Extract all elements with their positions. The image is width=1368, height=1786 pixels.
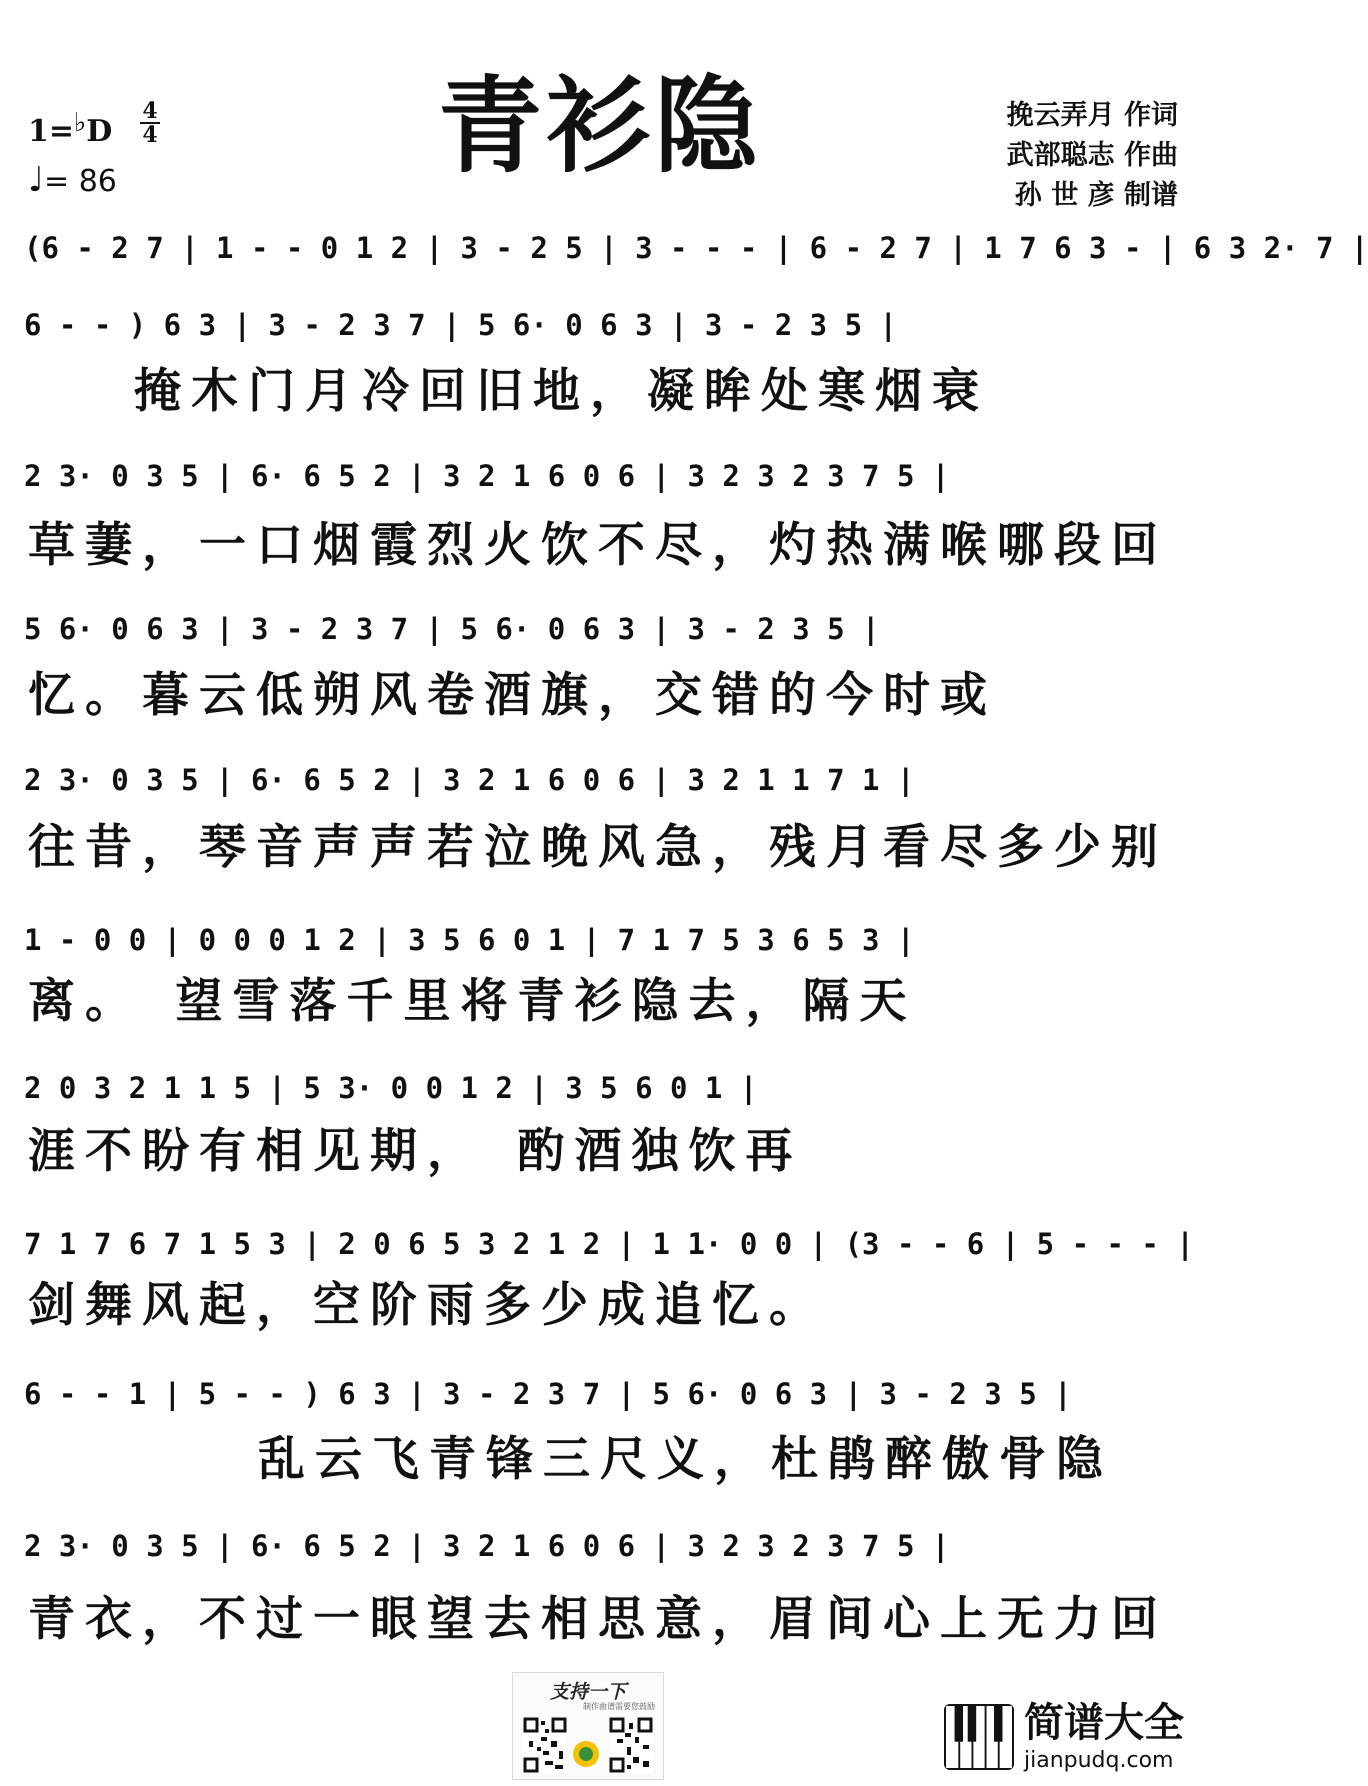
support-subtitle: 制作曲谱需要您鼓励 [583,1702,655,1711]
key-letter: D [86,114,113,149]
site-logo[interactable] [944,1700,1184,1780]
credit-transcriber: 孙 世 彦 制谱 [1014,180,1178,211]
time-signature [138,100,162,146]
notation-line-8: 7 1 7 6 7 1 5 3 | 2 0 6 5 3 2 1 2 | 1 1· 0 0 | (3 - - 6 | 5 - - - | [24,1227,1194,1261]
lyric-line-7: 涯不盼有相见期， 酌酒独饮再 [28,1124,803,1179]
lyric-line-4: 忆。暮云低朔风卷酒旗，交错的今时或 [28,668,997,723]
lyric-line-9: 乱云飞青锋三尺义，杜鹃醉傲骨隐 [258,1432,1113,1487]
support-qr-box[interactable] [512,1672,664,1780]
notation-line-9: 6 - - 1 | 5 - - ) 6 3 | 3 - 2 3 7 | 5 6· 0 6 3 | 3 - 2 3 5 | [24,1377,1072,1411]
lyric-line-8: 剑舞风起，空阶雨多少成追忆。 [28,1278,826,1333]
support-title: 支持一下 [549,1681,626,1703]
notation-line-10: 2 3· 0 3 5 | 6· 6 5 2 | 3 2 1 6 0 6 | 3 2 3 2 3 7 5 | [24,1529,950,1563]
wechat-pay-icon [571,1739,601,1769]
logo-name: 简谱大全 [1024,1700,1184,1746]
credits [1007,96,1178,216]
page-title: 青衫隐 [437,65,762,187]
tempo-marking [28,160,117,200]
lyric-line-5: 往昔，琴音声声若泣晚风急，残月看尽多少别 [28,820,1168,875]
key-signature [28,108,112,149]
piano-icon [944,1704,1014,1770]
notation-line-1: (6 - 2 7 | 1 - - 0 1 2 | 3 - 2 5 | 3 - - - | 6 - 2 7 | 1 7 6 3 - | 6 3 2· 7 | [24,231,1368,265]
lyric-line-6: 离。 望雪落千里将青衫隐去，隔天 [28,974,917,1029]
notation-line-3: 2 3· 0 3 5 | 6· 6 5 2 | 3 2 1 6 0 6 | 3 2 3 2 3 7 5 | [24,459,950,493]
time-signature-top: 4 [142,98,158,124]
notation-line-5: 2 3· 0 3 5 | 6· 6 5 2 | 3 2 1 6 0 6 | 3 2 1 1 7 1 | [24,763,915,797]
notation-line-4: 5 6· 0 6 3 | 3 - 2 3 7 | 5 6· 0 6 3 | 3 - 2 3 5 | [24,612,880,646]
quarter-note-icon: ♩ [28,160,45,200]
credit-composer: 武部聪志 作曲 [1006,140,1178,171]
time-signature-bottom: 4 [142,122,158,148]
notation-line-2: 6 - - ) 6 3 | 3 - 2 3 7 | 5 6· 0 6 3 | 3 - 2 3 5 | [24,308,897,342]
key-prefix: 1= [28,114,75,149]
logo-url[interactable]: jianpudq.com [1024,1748,1174,1773]
notation-line-6: 1 - 0 0 | 0 0 0 1 2 | 3 5 6 0 1 | 7 1 7 5 3 6 5 3 | [24,923,915,957]
credit-lyricist: 挽云弄月 作词 [1006,100,1178,131]
notation-line-7: 2 0 3 2 1 1 5 | 5 3· 0 0 1 2 | 3 5 6 0 1 | [24,1071,758,1105]
lyric-line-2: 掩木门月冷回旧地，凝眸处寒烟衰 [134,364,989,419]
lyric-line-10: 青衣，不过一眼望去相思意，眉间心上无力回 [28,1592,1168,1647]
lyric-line-3: 草萋，一口烟霞烈火饮不尽，灼热满喉哪段回 [28,518,1168,573]
tempo-value: = 86 [44,164,117,199]
qr-code-icon [609,1717,653,1773]
qr-code-icon [523,1717,567,1773]
flat-sign: ♭ [74,108,87,138]
